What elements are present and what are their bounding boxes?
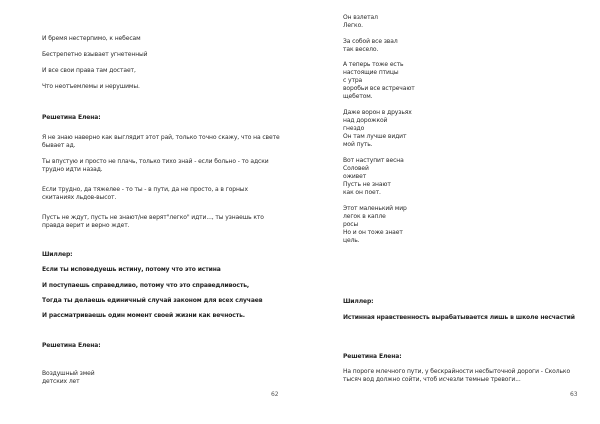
author-heading: Решетина Елена: <box>42 342 101 349</box>
poem-line: с утра <box>343 77 363 84</box>
poem-line: росы <box>343 221 359 228</box>
poem-line: Соловей <box>343 165 369 172</box>
poem-line: гнездо <box>343 125 365 132</box>
poem-line: воробьи все встречают <box>343 85 415 92</box>
poem-line: Он взлетал <box>343 14 378 21</box>
quote-line: Если ты исповедуешь истину, потому что это истина <box>42 266 221 273</box>
page-number: 62 <box>271 391 279 398</box>
prose-paragraph: Я не знаю наверно как выглядит этот рай, только точно скажу, что на свете бывает ад. <box>42 134 280 149</box>
poem-line: над дорожкой <box>343 117 388 124</box>
prose-paragraph: Если трудно, да тяжелее - то ты - в пути, да не просто, а в горных скитаниях льдов-высот. <box>42 186 248 201</box>
poem-line: А теперь тоже есть <box>343 61 404 68</box>
quote-author: Шиллер: <box>42 251 73 258</box>
poem-line: щебетом. <box>343 93 373 100</box>
poem-line: цель. <box>343 237 360 244</box>
poem-line: оживет <box>343 173 367 180</box>
author-heading: Решетина Елена: <box>42 114 101 121</box>
poem-line: Легко. <box>343 22 363 29</box>
author-heading: Решетина Елена: <box>343 353 402 360</box>
poem-line: как он поет. <box>343 189 381 196</box>
poem-line: Он там лучше видит <box>343 133 407 140</box>
poem-line: мой путь. <box>343 141 373 148</box>
prose-paragraph: На пороге млечного пути, у бескрайности несбыточной дороги - Сколько тысяч вод должно сойти, чтоб исчезли темные тревоги... <box>343 368 571 383</box>
quote-text: Истинная нравственность вырабатывается лишь в школе несчастий <box>343 314 575 321</box>
poem-line: так весело. <box>343 46 379 53</box>
poem-line: детских лет <box>42 378 80 385</box>
poem-line: Что неотъемлемы и нерушимы. <box>42 83 140 90</box>
poem-line: Воздушный змей <box>42 370 95 377</box>
prose-paragraph: Пусть не ждут, пусть не знают/не верят"легко" идти..., ты узнаешь кто правда верит и верно ждет. <box>42 214 264 229</box>
quote-line: И поступаешь справедливо, потому что это справедливость, <box>42 282 250 289</box>
poem-line: легок в капле <box>343 213 386 220</box>
page-number: 63 <box>570 391 578 398</box>
poem-line: Пусть не знают <box>343 181 391 188</box>
poem-line: настоящие птицы <box>343 69 399 76</box>
poem-line: Этот маленький мир <box>343 205 407 212</box>
poem-line: Бестрепетно взывает угнетенный <box>42 51 148 58</box>
poem-line: Вот наступит весна <box>343 157 404 164</box>
quote-author: Шиллер: <box>343 298 374 305</box>
prose-paragraph: Ты впустую и просто не плачь, только тихо знай - если больно - то адски трудно идти назад. <box>42 158 269 173</box>
quote-line: Тогда ты делаешь единичный случай законом для всех случаев <box>42 297 263 304</box>
poem-line: За собой все звал <box>343 38 398 45</box>
quote-line: И рассматриваешь один момент своей жизни как вечность. <box>42 312 245 319</box>
poem-line: Даже ворон в друзьях <box>343 109 412 116</box>
poem-line: И бремя нестерпимо, к небесам <box>42 35 141 42</box>
poem-line: И все свои права там достает, <box>42 67 136 74</box>
right-page <box>300 0 600 424</box>
poem-line: Но и он тоже знает <box>343 229 403 236</box>
